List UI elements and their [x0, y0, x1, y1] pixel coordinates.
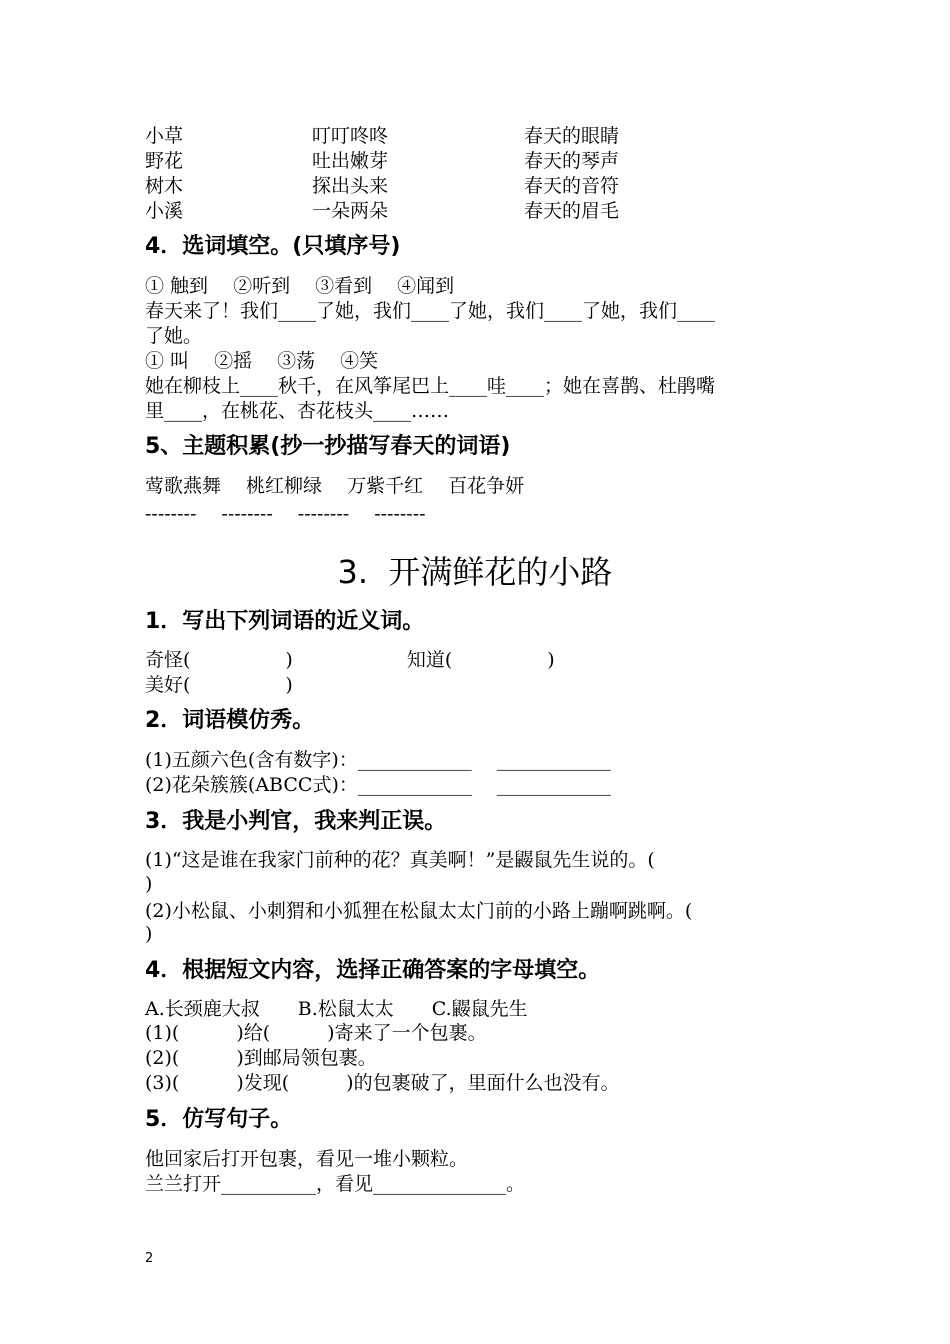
word-options: ① 触到 ②听到 ③看到 ④闻到: [145, 275, 455, 297]
question-heading: 3．我是小判官，我来判正误。: [145, 809, 447, 834]
match-col3-item: 春天的眉毛: [524, 200, 620, 222]
fill-blank-line: 她在柳枝上____秋千，在风筝尾巴上____哇____；她在喜鹊、杜鹃嘴: [145, 375, 716, 397]
answer-options: A.长颈鹿大叔 B.松鼠太太 C.鼹鼠先生: [145, 998, 528, 1020]
question-heading: 4．根据短文内容，选择正确答案的字母填空。: [145, 958, 601, 983]
match-col1-item: 树木: [145, 175, 184, 197]
fill-blank-line: 春天来了！我们____了她，我们____了她，我们____了她，我们____: [145, 300, 716, 322]
section-heading: 5、主题积累(抄一抄描写春天的词语): [145, 434, 511, 459]
synonym-line: 美好( ): [145, 674, 293, 696]
imitation-line: (2)花朵簇簇(ABCC式)：____________ ____________: [145, 774, 611, 796]
question-heading: 2．词语模仿秀。: [145, 708, 315, 733]
spring-words: 莺歌燕舞 桃红柳绿 万紫千红 百花争妍: [145, 475, 525, 497]
match-col3-item: 春天的琴声: [524, 150, 620, 172]
match-col2-item: 一朵两朵: [312, 200, 389, 222]
section-heading: 4．选词填空。(只填序号): [145, 234, 401, 259]
example-sentence: 他回家后打开包裹，看见一堆小颗粒。: [145, 1148, 469, 1170]
lesson-title: 3. 开满鲜花的小路: [337, 553, 613, 591]
fill-letter-line: (1)( )给( )寄来了一个包裹。: [145, 1022, 487, 1044]
match-col3-item: 春天的眼睛: [524, 125, 620, 147]
match-col1-item: 野花: [145, 150, 184, 172]
question-heading: 1．写出下列词语的近义词。: [145, 609, 425, 634]
question-heading: 5．仿写句子。: [145, 1107, 293, 1132]
fill-blank-line: 里____，在桃花、杏花枝头____……: [145, 400, 450, 422]
page-number: 2: [145, 1251, 154, 1266]
judge-line: ): [145, 923, 153, 945]
match-col1-item: 小溪: [145, 200, 184, 222]
imitation-line: (1)五颜六色(含有数字)：____________ ____________: [145, 749, 611, 771]
match-col3-item: 春天的音符: [524, 175, 620, 197]
copy-blanks: -------- -------- -------- --------: [145, 503, 426, 525]
match-col2-item: 叮叮咚咚: [312, 125, 389, 147]
synonym-line: 奇怪( ) 知道( ): [145, 649, 555, 671]
word-options: ① 叫 ②摇 ③荡 ④笑: [145, 350, 379, 372]
fill-blank-line: 了她。: [145, 325, 203, 347]
fill-letter-line: (3)( )发现( )的包裹破了，里面什么也没有。: [145, 1072, 620, 1094]
judge-line: (1)“这是谁在我家门前种的花？真美啊！”是鼹鼠先生说的。(: [145, 849, 655, 871]
match-col1-item: 小草: [145, 125, 184, 147]
imitation-sentence: 兰兰打开__________，看见______________。: [145, 1173, 526, 1195]
match-col2-item: 探出头来: [312, 175, 389, 197]
match-col2-item: 吐出嫩芽: [312, 150, 389, 172]
fill-letter-line: (2)( )到邮局领包裹。: [145, 1047, 377, 1069]
judge-line: ): [145, 873, 153, 895]
judge-line: (2)小松鼠、小刺猬和小狐狸在松鼠太太门前的小路上蹦啊跳啊。(: [145, 900, 693, 922]
